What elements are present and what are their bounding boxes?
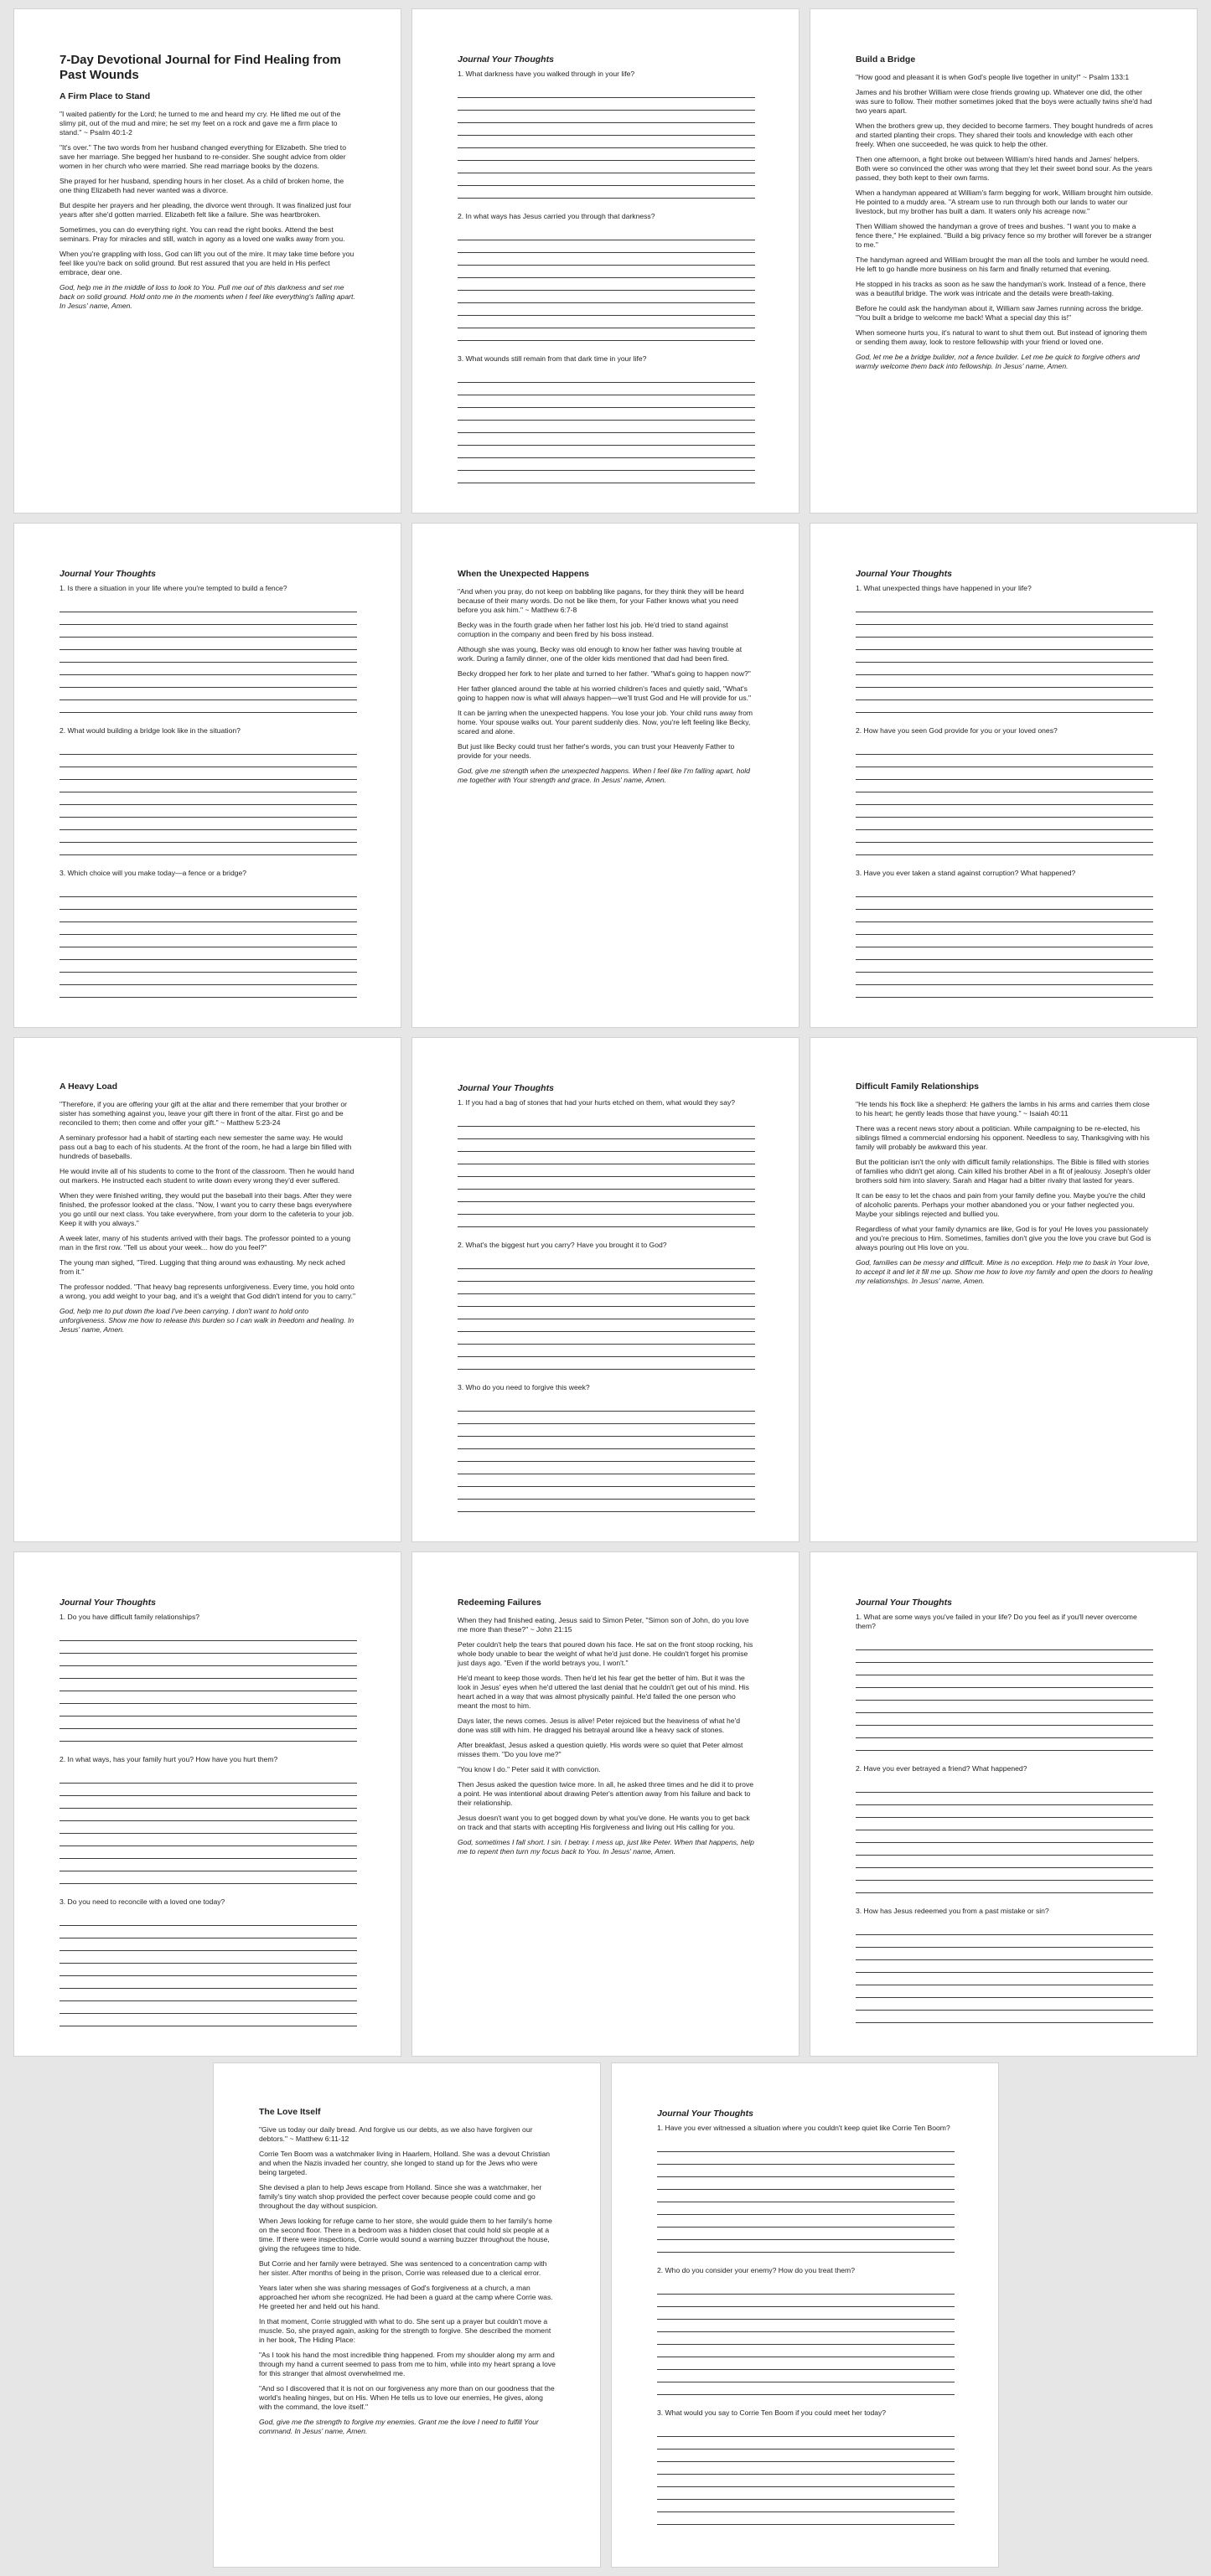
writing-lines[interactable] <box>657 2424 955 2525</box>
paragraph: When a handyman appeared at William's farm begging for work, William brought him outside. He pointed to a muddy area. "A stream use to run through both our lands to water our livestock, but my brother has built a dam. It waters only his acreage now." <box>856 188 1153 215</box>
paragraph: But just like Becky could trust her father's words, you can trust your Heavenly Father to provide for your needs. <box>458 742 735 760</box>
prayer: God, let me be a bridge builder, not a fence builder. Let me be quick to forgive others and warmly welcome them back into fellowship. In Jesus' name, Amen. <box>856 353 1140 370</box>
section-title: The Love Itself <box>259 2107 321 2117</box>
paragraph: "He tends his flock like a shepherd: He gathers the lambs in his arms and carries them close to his heart; he gently leads those that have young." ~ Isaiah 40:11 <box>856 1100 1150 1118</box>
journal-question: 2. What would building a bridge look like in the situation? <box>60 726 241 735</box>
paragraph: But despite her prayers and her pleading, the divorce went through. It was finalized just four years after she'd gotten married. Elizabeth felt like a failure. She was heartbroken. <box>60 201 352 219</box>
journal-question: 1. If you had a bag of stones that had your hurts etched on them, what would they say? <box>458 1098 736 1107</box>
journal-title: Journal Your Thoughts <box>856 569 952 579</box>
paragraph: Days later, the news comes. Jesus is alive! Peter rejoiced but the heaviness of what he'd done was still with him. He dragged his betrayal around like a heavy sack of stones. <box>458 1716 740 1734</box>
writing-lines[interactable] <box>856 885 1153 998</box>
writing-lines[interactable] <box>60 1629 357 1742</box>
prayer: God, help me in the middle of loss to look to You. Pull me out of this darkness and set me back on solid ground. Hold onto me in the moments when I feel like everything's falling apart. In Jesus' name, Amen. <box>60 283 355 310</box>
paragraph: It can be easy to let the chaos and pain from your family define you. Maybe you're the child of alcoholic parents. Perhaps your mother abandoned you or your father neglected you. Maybe your siblings rejected and bullied you. <box>856 1191 1146 1218</box>
paragraph: She prayed for her husband, spending hours in her closet. As a child of broken home, the one thing Elizabeth had never wanted was a divorce. <box>60 177 344 194</box>
paragraph: "As I took his hand the most incredible thing happened. From my shoulder along my arm and through my hand a current seemed to pass from me to him, while into my heart sprang a love for this stranger that almost overwhelmed me. <box>259 2351 556 2377</box>
prayer: God, give me strength when the unexpected happens. When I feel like I'm falling apart, hold me together with Your strength and grace. In Jesus' name, Amen. <box>458 767 750 784</box>
writing-lines[interactable] <box>60 600 357 713</box>
writing-lines[interactable] <box>458 1257 755 1370</box>
paragraph: Peter couldn't help the tears that poured down his face. He sat on the front stoop rocking, his whole body unable to bear the weight of what he'd just done. He couldn't forget his promise just days ago. "Even if the world betrays you, I won't." <box>458 1640 753 1667</box>
paragraph: The professor nodded. "That heavy bag represents unforgiveness. Every time, you hold onto a wrong, you add weight to your bag, and it's a weight that God didn't intend for you to carry." <box>60 1283 355 1300</box>
paragraph: Although she was young, Becky was old enough to know her father was having trouble at work. During a family dinner, one of the older kids mentioned that dad had been fired. <box>458 645 743 663</box>
paragraph: Becky dropped her fork to her plate and turned to her father. "What's going to happen now?" <box>458 669 751 678</box>
paragraph: Corrie Ten Boom was a watchmaker living in Haarlem, Holland. She was a devout Christian and when the Nazis invaded her country, she longed to stand up for the Jews who were being targeted. <box>259 2150 551 2176</box>
page-devotional-unexpected <box>411 523 800 1028</box>
writing-lines[interactable] <box>856 742 1153 855</box>
paragraph: Jesus doesn't want you to get bogged down by what you've done. He wants you to get back on track and that starts with accepting His forgiveness and living out His calling for you. <box>458 1814 750 1831</box>
writing-lines[interactable] <box>856 600 1153 713</box>
section-title: When the Unexpected Happens <box>458 569 589 579</box>
writing-lines[interactable] <box>458 370 755 483</box>
journal-question: 1. What darkness have you walked through in your life? <box>458 70 635 78</box>
journal-question: 2. Have you ever betrayed a friend? What happened? <box>856 1764 1027 1773</box>
page-journal-5 <box>13 1551 401 2057</box>
writing-lines[interactable] <box>458 228 755 341</box>
journal-question: 1. Do you have difficult family relationships? <box>60 1613 200 1621</box>
paragraph: When they were finished writing, they would put the baseball into their bags. After they were finished, the professor looked at the class. "Now, I want you to carry these bags everywhere you go until our next class. You take everywhere, from your dorm to the cafeteria to your job. Keep it with you always." <box>60 1191 355 1227</box>
journal-question: 3. Have you ever taken a stand against corruption? What happened? <box>856 869 1076 877</box>
journal-question: 2. Who do you consider your enemy? How do you treat them? <box>657 2266 855 2274</box>
writing-lines[interactable] <box>60 1913 357 2026</box>
page-journal-7 <box>611 2062 999 2568</box>
paragraph: But the politician isn't the only with difficult family relationships. The Bible is filled with stories of families who didn't get along. Cain killed his brother Abel in a fit of jealousy. Joseph's older brothers sold him into slavery. Sarah and Hagar had a bitter rivalry that lasted for years. <box>856 1158 1151 1185</box>
page-cover <box>13 8 401 514</box>
paragraph: "You know I do." Peter said it with conviction. <box>458 1765 601 1773</box>
paragraph: There was a recent news story about a politician. While campaigning to be re-elected, his siblings filmed a commercial endorsing his opponent. Needless to say, Thanksgiving with his family will probably be awkward this year. <box>856 1124 1150 1151</box>
writing-lines[interactable] <box>458 85 755 199</box>
paragraph: Then one afternoon, a fight broke out between William's hired hands and James' helpers. Both were so convinced the other was wrong that they let their sweet bond sour. As the years passed, they both kept to their own farms. <box>856 155 1152 182</box>
prayer: God, sometimes I fall short. I sin. I betray. I mess up, just like Peter. When that happens, help me to repent then turn my focus back to You. In Jesus' name, Amen. <box>458 1838 754 1856</box>
journal-question: 2. In what ways, has your family hurt you? How have you hurt them? <box>60 1755 278 1763</box>
section-title: A Firm Place to Stand <box>60 91 151 101</box>
page-devotional-love-itself <box>213 2062 601 2568</box>
journal-question: 3. What wounds still remain from that dark time in your life? <box>458 354 647 363</box>
journal-question: 3. Do you need to reconcile with a loved one today? <box>60 1897 225 1906</box>
paragraph: A week later, many of his students arrived with their bags. The professor pointed to a young man in the first row. "Tell us about your week... how do you feel?" <box>60 1234 351 1252</box>
journal-title: Journal Your Thoughts <box>60 569 156 579</box>
paragraph: "Give us today our daily bread. And forgive us our debts, as we also have forgiven our debtors." ~ Matthew 6:11-12 <box>259 2125 533 2143</box>
journal-title: Journal Your Thoughts <box>458 1083 554 1093</box>
journal-question: 1. What unexpected things have happened in your life? <box>856 584 1032 592</box>
page-devotional-family <box>810 1037 1198 1542</box>
page-devotional-redeeming <box>411 1551 800 2057</box>
paragraph: In that moment, Corrie struggled with what to do. She sent up a prayer but couldn't move a muscle. So, she prayed again, asking for the strength to forgive. She described the moment in her book, The Hiding Place: <box>259 2317 551 2344</box>
paragraph: The young man sighed, "Tired. Lugging that thing around was exhausting. My neck ached from it." <box>60 1258 345 1276</box>
journal-title: Journal Your Thoughts <box>60 1598 156 1608</box>
paragraph: After breakfast, Jesus asked a question quietly. His words were so quiet that Peter almost misses them. "Do you love me?" <box>458 1741 743 1758</box>
paragraph: When the brothers grew up, they decided to become farmers. They bought hundreds of acres and started planting their crops. They shared their tools and knowledge with each other freely. When one succeeded, he was quick to help the other. <box>856 121 1153 148</box>
paragraph: The handyman agreed and William brought the man all the tools and lumber he would need. He left to go handle more business on his farm and finally returned that evening. <box>856 256 1150 273</box>
paragraph: A seminary professor had a habit of starting each new semester the same way. He would pass out a bag to each of his students. At the front of the room, he had a large bin filled with hundreds of baseballs. <box>60 1133 352 1160</box>
page-journal-3 <box>810 523 1198 1028</box>
paragraph: "And when you pray, do not keep on babbling like pagans, for they think they will be heard because of their many words. Do not be like them, for your Father knows what you need before you ask him." ~ Matthew 6:7-8 <box>458 587 744 614</box>
journal-question: 2. How have you seen God provide for you or your loved ones? <box>856 726 1058 735</box>
paragraph: It can be jarring when the unexpected happens. You lose your job. Your child runs away from home. Your spouse walks out. Your parent suddenly dies. Now, you're left feeling like Becky, scared and alone. <box>458 709 753 736</box>
journal-question: 2. In what ways has Jesus carried you through that darkness? <box>458 212 655 220</box>
section-title: Build a Bridge <box>856 54 916 65</box>
paragraph: "How good and pleasant it is when God's people live together in unity!" ~ Psalm 133:1 <box>856 73 1130 81</box>
writing-lines[interactable] <box>458 1399 755 1512</box>
prayer: God, help me to put down the load I've been carrying. I don't want to hold onto unforgiveness. Show me how to release this burden so I can walk in freedom and healing. In Jesus' name, Amen. <box>60 1307 355 1334</box>
paragraph: But Corrie and her family were betrayed. She was sentenced to a concentration camp with her sister. After months of being in the prison, Corrie was released due to a clerical error. <box>259 2259 547 2277</box>
paragraph: Years later when she was sharing messages of God's forgiveness at a church, a man approached her whom she recognized. He had been a guard at the camp where Corrie was. He greeted her and held out his hand. <box>259 2284 553 2310</box>
prayer: God, give me the strength to forgive my enemies. Grant me the love I need to fulfill Your command. In Jesus' name, Amen. <box>259 2418 539 2435</box>
paragraph: "It's over." The two words from her husband changed everything for Elizabeth. She tried to save her marriage. She begged her husband to re-consider. She sought advice from older women in her church who were married. She read marriage books by the dozens. <box>60 143 346 170</box>
section-title: Difficult Family Relationships <box>856 1082 980 1092</box>
writing-lines[interactable] <box>60 742 357 855</box>
page-journal-4 <box>411 1037 800 1542</box>
journal-question: 3. What would you say to Corrie Ten Boom if you could meet her today? <box>657 2408 887 2417</box>
paragraph: Becky was in the fourth grade when her father lost his job. He'd tried to stand against corruption in the company and been fired by his boss instead. <box>458 621 728 638</box>
writing-lines[interactable] <box>657 2140 955 2253</box>
paragraph: When Jews looking for refuge came to her store, she would guide them to her family's home on the second floor. There in a bedroom was a hidden closet that could hold six people at a time. If there were inspections, Corrie would sound a warning buzzer throughout the house, giving the refugees time to hide. <box>259 2217 552 2253</box>
writing-lines[interactable] <box>60 1771 357 1884</box>
paragraph: When someone hurts you, it's natural to want to shut them out. But instead of ignoring them or sending them away, look to restore fellowship with your friend or loved one. <box>856 328 1147 346</box>
writing-lines[interactable] <box>856 1638 1153 1751</box>
journal-question: 3. Who do you need to forgive this week? <box>458 1383 590 1391</box>
paragraph: When you're grappling with loss, God can lift you out of the mire. It may take time before you feel like you're back on solid ground. But rest assured that you are held in His perfect embrace, dear one. <box>60 250 355 276</box>
page-journal-6 <box>810 1551 1198 2057</box>
document-title: 7-Day Devotional Journal for Find Healing from Past Wounds <box>60 53 341 82</box>
paragraph: "I waited patiently for the Lord; he turned to me and heard my cry. He lifted me out of the slimy pit, out of the mud and mire; he set my feet on a rock and gave me a firm place to stand." ~ Psalm 40:1-2 <box>60 110 341 137</box>
paragraph: He'd meant to keep those words. Then he'd let his fear get the better of him. But it was the look in Jesus' eyes when he'd uttered the last denial that he couldn't get out of his mind. His heart ached in a way that was almost physically painful. He'd failed the one person who meant the most to him. <box>458 1674 749 1710</box>
journal-question: 2. What's the biggest hurt you carry? Have you brought it to God? <box>458 1241 667 1249</box>
paragraph: Before he could ask the handyman about it, William saw James running across the bridge. "You built a bridge to welcome me back! What a special day this is!" <box>856 304 1143 322</box>
writing-lines[interactable] <box>856 1923 1153 2023</box>
paragraph: She devised a plan to help Jews escape from Holland. Since she was a watchmaker, her family's tiny watch shop provided the perfect cover because people could come and go throughout the day without suspicion. <box>259 2183 542 2210</box>
writing-lines[interactable] <box>657 2282 955 2395</box>
section-title: A Heavy Load <box>60 1082 118 1092</box>
paragraph: He would invite all of his students to come to the front of the classroom. Then he would hand out markers. He instructed each student to write down every wrong they'd ever suffered. <box>60 1167 355 1185</box>
journal-question: 1. Have you ever witnessed a situation where you couldn't keep quiet like Corrie Ten Boom? <box>657 2124 950 2132</box>
paragraph: Then William showed the handyman a grove of trees and bushes. "I want you to make a fence there," He explained. "Build a big privacy fence so my brother will forever be a stranger to me." <box>856 222 1152 249</box>
paragraph: "Therefore, if you are offering your gift at the altar and there remember that your brother or sister has something against you, leave your gift there in front of the altar. First go and be reconciled to them; then come and offer your gift." ~ Matthew 5:23-24 <box>60 1100 347 1127</box>
writing-lines[interactable] <box>856 1780 1153 1893</box>
paragraph: James and his brother William were close friends growing up. Whatever one did, the other was sure to follow. Their mother sometimes joked that the boys were actually twins she'd had two years apart. <box>856 88 1152 115</box>
journal-question: 1. What are some ways you've failed in your life? Do you feel as if you'll never overcome them? <box>856 1613 1137 1630</box>
journal-title: Journal Your Thoughts <box>856 1598 952 1608</box>
paragraph: "And so I discovered that it is not on our forgiveness any more than on our goodness that the world's healing hinges, but on His. When He tells us to love our enemies, He gives, along with the command, the love itself." <box>259 2384 555 2411</box>
page-devotional-heavy-load <box>13 1037 401 1542</box>
writing-lines[interactable] <box>458 1114 755 1227</box>
paragraph: When they had finished eating, Jesus said to Simon Peter, "Simon son of John, do you love me more than these?" ~ John 21:15 <box>458 1616 749 1634</box>
journal-question: 3. Which choice will you make today—a fence or a bridge? <box>60 869 247 877</box>
paragraph: Her father glanced around the table at his worried children's faces and quietly said, "What's going to happen now is what will always happen—we'll trust God and He will provide for us." <box>458 684 752 702</box>
paragraph: Sometimes, you can do everything right. You can read the right books. Attend the best seminars. Pray for miracles and still, watch in agony as a loved one walks away from you. <box>60 225 345 243</box>
page-journal-2 <box>13 523 401 1028</box>
journal-title: Journal Your Thoughts <box>657 2109 753 2119</box>
page-devotional-build-a-bridge <box>810 8 1198 514</box>
page-journal-1 <box>411 8 800 514</box>
paragraph: Regardless of what your family dynamics are like, God is for you! He loves you passionately and you're precious to Him. Sometimes, families don't give you the love you crave but God is always pouring out His love on you. <box>856 1225 1151 1252</box>
writing-lines[interactable] <box>60 885 357 998</box>
prayer: God, families can be messy and difficult. Mine is no exception. Help me to bask in Your love, to accept it and let it fill me up. Show me how to love my family and open the doors to healing my relationships. In Jesus' name, Amen. <box>856 1258 1153 1285</box>
paragraph: Then Jesus asked the question twice more. In all, he asked three times and he did it to prove a point. He was intentional about drawing Peter's attention away from his failure and back to their relationship. <box>458 1780 754 1807</box>
journal-question: 3. How has Jesus redeemed you from a past mistake or sin? <box>856 1907 1049 1915</box>
section-title: Redeeming Failures <box>458 1598 541 1608</box>
paragraph: He stopped in his tracks as soon as he saw the handyman's work. Instead of a fence, there was a beautiful bridge. The work was intricate and the details were breath-taking. <box>856 280 1146 297</box>
journal-title: Journal Your Thoughts <box>458 54 554 65</box>
journal-question: 1. Is there a situation in your life where you're tempted to build a fence? <box>60 584 287 592</box>
